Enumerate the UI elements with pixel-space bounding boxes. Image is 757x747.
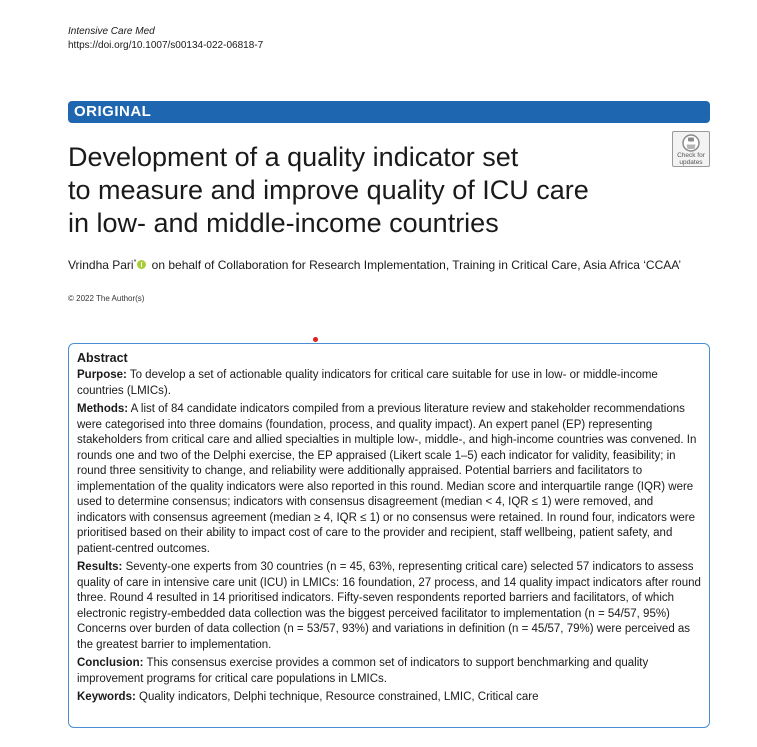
author-line	[68, 258, 681, 272]
title-line-2: to measure and improve quality of ICU care	[68, 175, 589, 205]
journal-name: Intensive Care Med	[68, 26, 155, 37]
purpose-text: To develop a set of actionable quality indicators for critical care suitable for use in low- or middle-income countries (LMICs).	[77, 369, 658, 397]
check-for-updates-badge[interactable]	[672, 131, 710, 167]
results-label: Results:	[77, 561, 123, 573]
keywords-label: Keywords:	[77, 691, 136, 703]
orcid-icon[interactable]	[137, 260, 146, 269]
check-updates-line2: updates	[679, 159, 703, 166]
title-line-3: in low- and middle-income countries	[68, 208, 499, 238]
abstract-heading: Abstract	[77, 351, 128, 365]
author-name[interactable]: Vrindha Pari	[68, 258, 134, 272]
title-line-1: Development of a quality indicator set	[68, 142, 519, 172]
crossmark-icon	[682, 134, 700, 152]
conclusion-text: This consensus exercise provides a common set of indicators to support benchmarking and quality improvement programs for critical care populations in LMICs.	[77, 657, 649, 685]
purpose-label: Purpose:	[77, 369, 127, 381]
methods-text: A list of 84 candidate indicators compiled from a previous literature review and stakeholder recommendations were categorised into three domains (foundation, process, and quality impact). An expert panel (EP) representing stakeholders from critical care and allied specialties in multiple low-, middle-, and high-income countries was convened. In rounds one and two of the Delphi exercise, the EP appraised (Likert scale 1–5) each indicator for validity, feasibility; in round three sensitivity to change, and reliability were additionally appraised. Potential barriers and facilitators to implementation of the quality indicators were also reported in this round. Median score and interquartile range (IQR) were used to determine consensus; indicators with consensus disagreement (median < 4, IQR ≤ 1) were removed, and indicators with consensus agreement (median ≥ 4, IQR ≤ 1) or no consensus were retained. In round four, indicators were prioritised based on their ability to impact cost of care to the provider and recipient, staff wellbeing, patient safety, and patient-centred outcomes.	[77, 403, 697, 555]
conclusion-label: Conclusion:	[77, 657, 144, 669]
abstract-purpose	[77, 368, 701, 399]
abstract-keywords	[77, 690, 701, 706]
abstract-box	[68, 343, 710, 728]
red-dot-marker	[313, 337, 318, 342]
copyright-notice: © 2022 The Author(s)	[68, 294, 145, 303]
article-type-banner: ORIGINAL	[68, 101, 710, 123]
abstract-conclusion	[77, 656, 701, 687]
abstract-results	[77, 560, 701, 653]
author-affiliation: on behalf of Collaboration for Research Implementation, Training in Critical Care, Asia Africa ‘CCAA’	[151, 258, 682, 272]
corresponding-marker: *	[133, 259, 137, 266]
abstract-methods	[77, 402, 701, 557]
results-text: Seventy-one experts from 30 countries (n = 45, 63%, representing critical care) selected 57 indicators to assess quality of care in intensive care unit (ICU) in LMICs: 16 foundation, 27 process, and 14 quality impact indicators after round three. Round 4 resulted in 14 prioritised indicators. Fifty-seven respondents reported barriers and facilitators, of which electronic registry-embedded data collection was the biggest perceived facilitator to implementation (n = 54/57, 95%) Concerns over burden of data collection (n = 53/57, 93%) and variations in definition (n = 45/57, 79%) were perceived as the greatest barrier to implementation.	[77, 561, 701, 651]
doi-link[interactable]: https://doi.org/10.1007/s00134-022-06818-7	[68, 40, 264, 51]
methods-label: Methods:	[77, 403, 129, 415]
article-title	[68, 141, 668, 240]
check-updates-line1: Check for	[677, 152, 705, 159]
keywords-text: Quality indicators, Delphi technique, Resource constrained, LMIC, Critical care	[139, 691, 539, 703]
